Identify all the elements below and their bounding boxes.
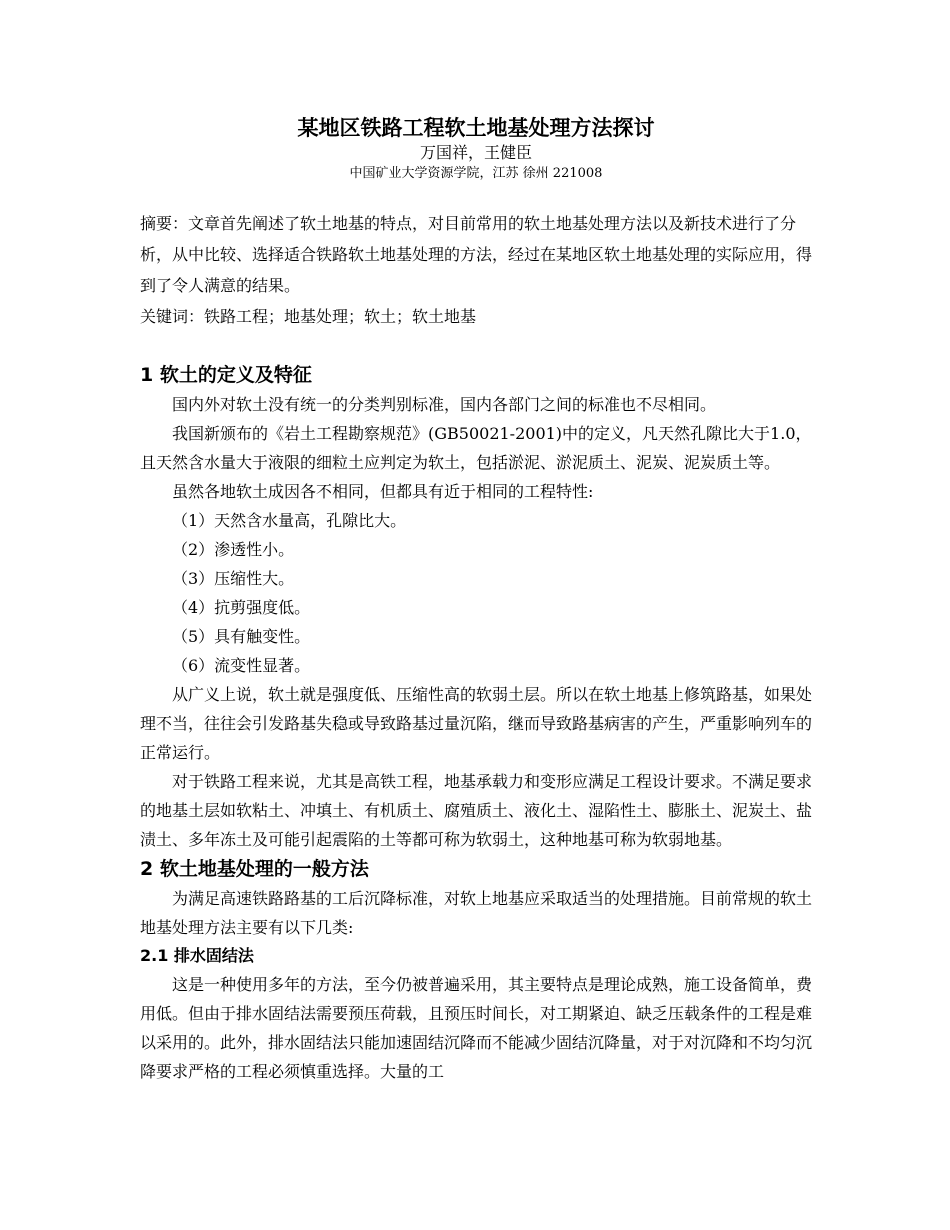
section-1 [140, 360, 812, 854]
section-1-paragraph: 对于铁路工程来说，尤其是高铁工程，地基承载力和变形应满足工程设计要求。不满足要求的地基土层如软粘土、冲填土、有机质土、腐殖质土、液化土、湿陷性土、膨胀土、泥炭土、盐渍土、多年冻土及可能引起震陷的土等都可称为软弱土，这种地基可称为软弱地基。 [140, 772, 813, 849]
section-2-paragraph: 为满足高速铁路路基的工后沉降标准，对软上地基应采取适当的处理措施。目前常规的软土地基处理方法主要有以下几类: [140, 889, 813, 937]
list-item: （4）抗剪强度低。 [172, 598, 311, 617]
list-item: （2）渗透性小。 [172, 540, 295, 559]
section-1-paragraph: 从广义上说，软土就是强度低、压缩性高的软弱土层。所以在软土地基上修筑路基，如果处理不当，往往会引发路基失稳或导致路基过量沉陷，继而导致路基病害的产生，严重影响列车的正常运行。 [140, 685, 813, 762]
paper-authors: 万国祥，王健臣 [419, 143, 532, 162]
keywords-text: 关键词：铁路工程；地基处理；软土；软土地基 [140, 307, 477, 326]
section-2-heading: 2 软土地基处理的一般方法 [140, 858, 369, 880]
paper-page [140, 114, 812, 1086]
list-item: （6）流变性显著。 [172, 656, 311, 675]
abstract-text: 摘要：文章首先阐述了软土地基的特点，对目前常用的软土地基处理方法以及新技术进行了分析，从中比较、选择适合铁路软土地基处理的方法，经过在某地区软土地基处理的实际应用，得到了令人满意的结果。 [140, 214, 813, 295]
list-item: （3）压缩性大。 [172, 569, 295, 588]
paper-title: 某地区铁路工程软土地基处理方法探讨 [297, 116, 655, 140]
subsection-2-1-paragraph: 这是一种使用多年的方法，至今仍被普遍采用，其主要特点是理论成熟，施工设备简单，费用低。但由于排水固结法需要预压荷载，且预压时间长，对工期紧迫、缺乏压载条件的工程是难以采用的。此外，排水固结法只能加速固结沉降而不能减少固结沉降量，对于对沉降和不均匀沉降要求严格的工程必须慎重选择。大量的工 [140, 975, 813, 1081]
paper-affiliation: 中国矿业大学资源学院，江苏 徐州 221008 [349, 166, 603, 181]
section-2 [140, 854, 812, 1086]
list-item: （1）天然含水量高，孔隙比大。 [172, 511, 407, 530]
section-1-heading: 1 软土的定义及特征 [140, 364, 312, 386]
list-item: （5）具有触变性。 [172, 627, 311, 646]
abstract-block [140, 208, 812, 332]
section-1-paragraph: 我国新颁布的《岩土工程勘察规范》(GB50021-2001)中的定义，凡天然孔隙比大于1.0，且天然含水量大于液限的细粒土应判定为软土，包括淤泥、淤泥质土、泥炭、泥炭质土等。 [140, 424, 812, 472]
section-1-paragraph: 国内外对软土没有统一的分类判别标准，国内各部门之间的标准也不尽相同。 [172, 395, 717, 414]
subsection-2-1-heading: 2.1 排水固结法 [140, 946, 254, 965]
section-1-paragraph: 虽然各地软土成因各不相同，但都具有近于相同的工程特性: [172, 482, 594, 501]
